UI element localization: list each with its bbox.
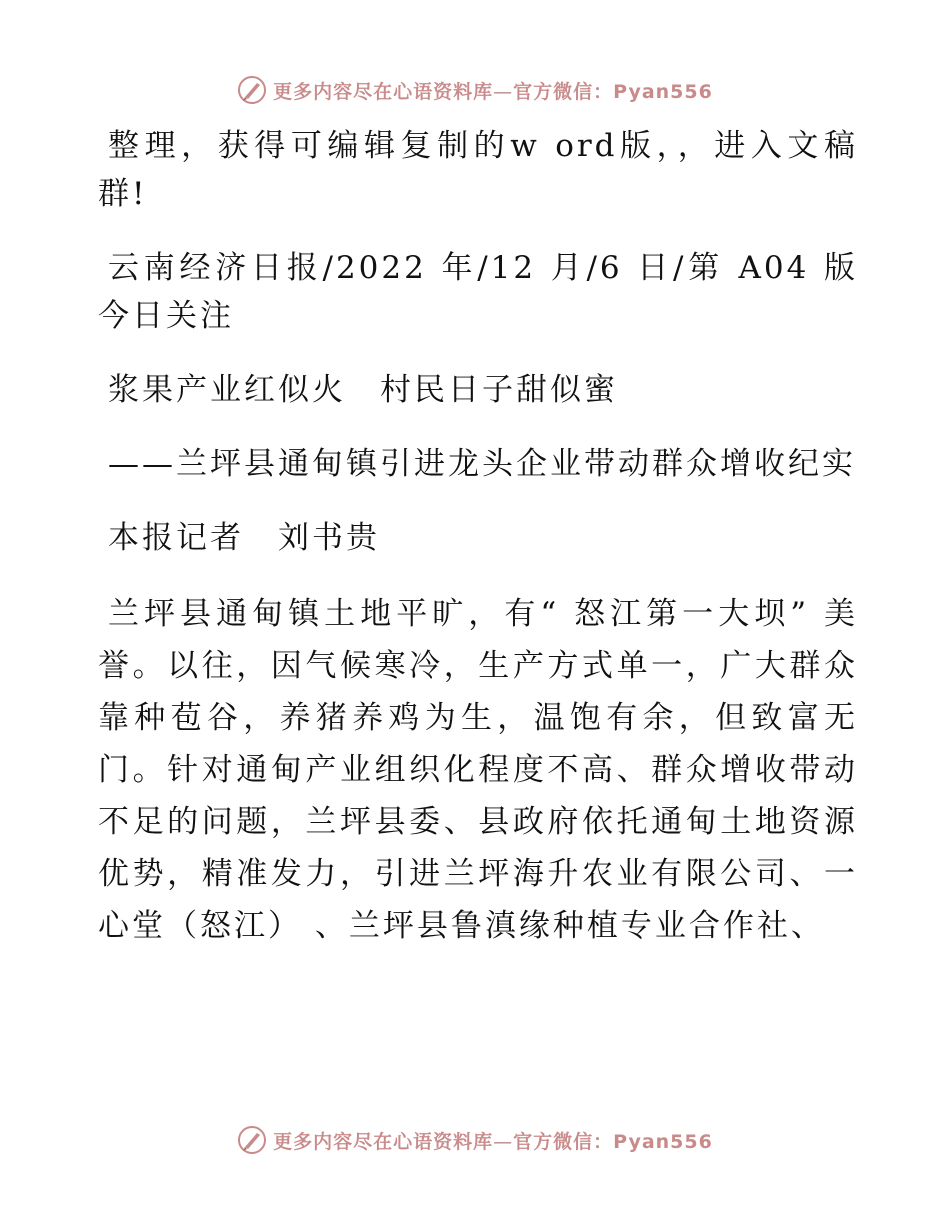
article-subheadline: ——兰坪县通甸镇引进龙头企业带动群众增收纪实 xyxy=(108,446,856,482)
watermark-separator: — xyxy=(493,80,514,103)
header-watermark xyxy=(0,72,950,108)
quill-pen-logo-icon xyxy=(237,1125,267,1155)
article-headline: 浆果产业红似火 村民日子甜似蜜 xyxy=(108,372,618,408)
watermark-main-text: 更多内容尽在心语资料库 xyxy=(273,80,494,103)
watermark-wechat-text: 官方微信：Pyan556 xyxy=(513,1130,713,1153)
watermark-wechat-text: 官方微信：Pyan556 xyxy=(513,80,713,103)
body-paragraph: 兰坪县通甸镇土地平旷，有“ 怒江第一大坝” 美誉。以往，因气候寒冷，生产方式单一，广大群众靠种苞谷，养猪养鸡为生，温饱有余，但致富无门。针对通甸产业组织化程度不高、群众增收带动不足的问题，兰坪县委、县政府依托通甸土地资源优势，精准发力，引进兰坪海升农业有限公司、一心堂（怒江） 、兰坪县鲁滇缘种植专业合作社、 xyxy=(98,596,858,944)
watermark-separator: — xyxy=(493,1130,514,1153)
byline: 本报记者 刘书贵 xyxy=(108,520,380,556)
watermark-text xyxy=(273,77,713,104)
footer-watermark xyxy=(0,1122,950,1158)
quill-pen-logo-icon xyxy=(237,75,267,105)
source-line: 云南经济日报/2022 年/12 月/6 日/第 A04 版今日关注 xyxy=(98,250,858,334)
document-body xyxy=(98,122,858,952)
watermark-main-text: 更多内容尽在心语资料库 xyxy=(273,1130,494,1153)
intro-paragraph: 整理，获得可编辑复制的w ord版，，进入文稿群! xyxy=(98,128,858,212)
watermark-text xyxy=(273,1127,713,1154)
